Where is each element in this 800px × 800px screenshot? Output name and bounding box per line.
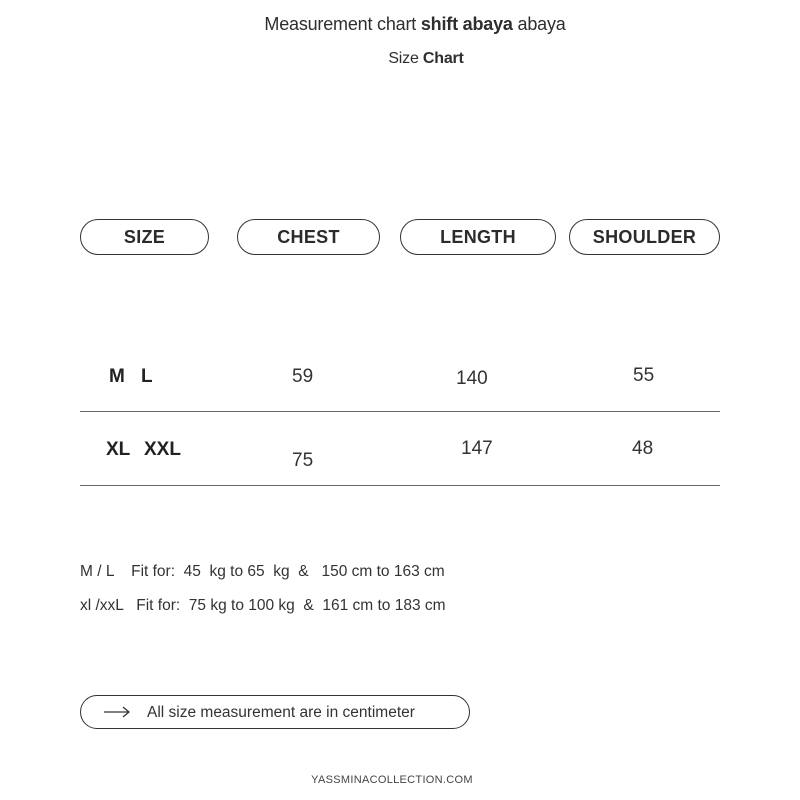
size-label: L <box>141 366 153 387</box>
row-divider <box>80 485 720 486</box>
column-header-chest: CHEST <box>237 219 380 255</box>
subtitle-prefix: Size <box>388 50 423 67</box>
arrow-right-icon <box>103 704 131 725</box>
measurement-note-text: All size measurement are in centimeter <box>147 704 415 721</box>
page-subtitle <box>0 50 800 68</box>
chest-value: 59 <box>292 366 314 387</box>
size-label: M <box>109 366 125 387</box>
measurement-note <box>80 695 470 729</box>
fit-note-m-l: M / L Fit for: 45 kg to 65 kg & 150 cm to 163 cm <box>80 563 445 580</box>
length-value: 147 <box>461 438 493 459</box>
title-suffix: abaya <box>512 14 566 34</box>
chest-value: 75 <box>292 450 314 471</box>
size-label: XL <box>106 439 131 460</box>
length-value: 140 <box>456 368 488 389</box>
page-title <box>0 14 800 35</box>
size-label: XXL <box>144 439 181 460</box>
title-prefix: Measurement chart <box>264 14 421 34</box>
column-header-length: LENGTH <box>400 219 556 255</box>
column-header-size: SIZE <box>80 219 209 255</box>
subtitle-bold: Chart <box>422 50 464 67</box>
shoulder-value: 55 <box>633 365 655 386</box>
row-divider <box>80 411 720 412</box>
fit-note-xl-xxl: xl /xxL Fit for: 75 kg to 100 kg & 161 cm to 183 cm <box>80 597 446 614</box>
title-product: shift abaya <box>420 14 513 34</box>
footer-website: YASSMINACOLLECTION.COM <box>311 774 473 786</box>
column-header-shoulder: SHOULDER <box>569 219 720 255</box>
shoulder-value: 48 <box>632 438 654 459</box>
